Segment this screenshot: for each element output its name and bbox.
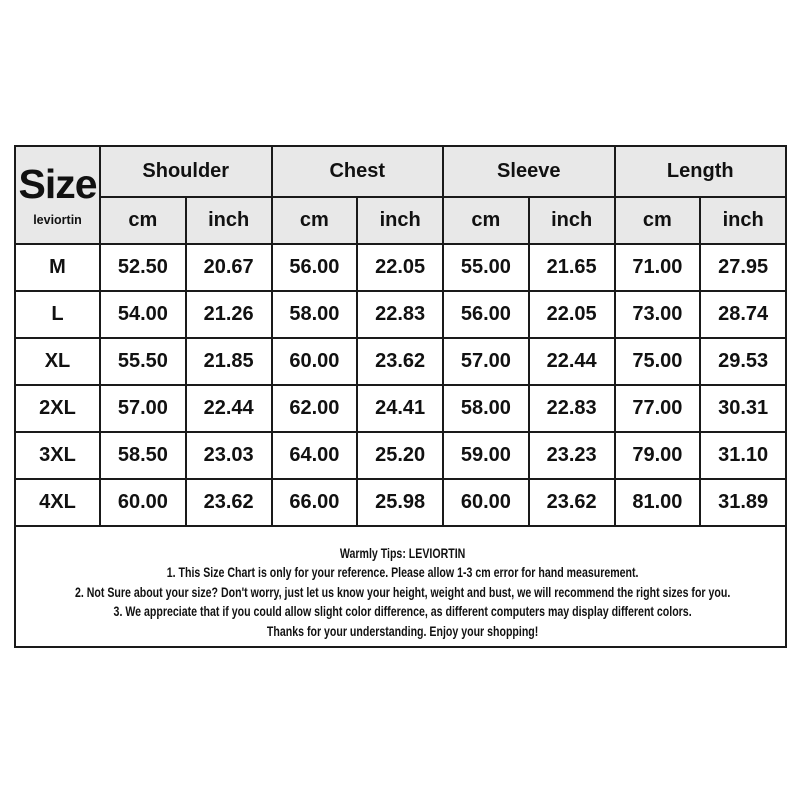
value-cell: 71.00 (615, 244, 701, 291)
table-row-3xl (15, 432, 786, 479)
unit-header-shoulder-inch: inch (186, 197, 272, 244)
tips-line-2: 2. Not Sure about your size? Don't worry, just let us know your height, weight and bust, we will recommend the right sizes for you. (74, 584, 731, 600)
value-cell: 77.00 (615, 385, 701, 432)
size-chart-table (14, 145, 787, 648)
value-cell: 22.44 (186, 385, 272, 432)
size-label-cell: XL (15, 338, 100, 385)
unit-header-sleeve-cm: cm (443, 197, 529, 244)
table-row-m (15, 244, 786, 291)
value-cell: 23.62 (529, 479, 615, 526)
unit-header-chest-inch: inch (357, 197, 443, 244)
value-cell: 22.05 (529, 291, 615, 338)
value-cell: 23.23 (529, 432, 615, 479)
tips-line-1: 1. This Size Chart is only for your reference. Please allow 1-3 cm error for hand measurement. (166, 565, 639, 581)
tips-text-block (16, 532, 785, 642)
value-cell: 24.41 (357, 385, 443, 432)
value-cell: 64.00 (272, 432, 358, 479)
tips-line-4: Thanks for your understanding. Enjoy your shopping! (266, 623, 539, 639)
value-cell: 21.26 (186, 291, 272, 338)
value-cell: 60.00 (443, 479, 529, 526)
table-row-l (15, 291, 786, 338)
size-label-cell: 4XL (15, 479, 100, 526)
table-row-xl (15, 338, 786, 385)
brand-label: leviortin (33, 212, 82, 227)
value-cell: 60.00 (272, 338, 358, 385)
column-group-shoulder: Shoulder (100, 146, 272, 197)
table-body (15, 244, 786, 526)
value-cell: 23.03 (186, 432, 272, 479)
table-footer (15, 526, 786, 647)
value-cell: 25.98 (357, 479, 443, 526)
value-cell: 31.89 (700, 479, 786, 526)
value-cell: 20.67 (186, 244, 272, 291)
unit-header-length-cm: cm (615, 197, 701, 244)
value-cell: 57.00 (100, 385, 186, 432)
table-row-2xl (15, 385, 786, 432)
unit-header-chest-cm: cm (272, 197, 358, 244)
value-cell: 22.83 (529, 385, 615, 432)
value-cell: 81.00 (615, 479, 701, 526)
value-cell: 29.53 (700, 338, 786, 385)
value-cell: 75.00 (615, 338, 701, 385)
value-cell: 66.00 (272, 479, 358, 526)
tips-line-3: 3. We appreciate that if you could allow slight color difference, as different computers may display different colors. (113, 604, 692, 620)
value-cell: 79.00 (615, 432, 701, 479)
value-cell: 23.62 (357, 338, 443, 385)
size-chart-content (14, 145, 787, 648)
value-cell: 58.00 (443, 385, 529, 432)
value-cell: 57.00 (443, 338, 529, 385)
value-cell: 55.50 (100, 338, 186, 385)
value-cell: 54.00 (100, 291, 186, 338)
value-cell: 22.83 (357, 291, 443, 338)
tips-section (15, 526, 786, 647)
size-label-cell: M (15, 244, 100, 291)
value-cell: 27.95 (700, 244, 786, 291)
value-cell: 21.85 (186, 338, 272, 385)
group-header-row (15, 146, 786, 197)
size-label-cell: 3XL (15, 432, 100, 479)
table-header (15, 146, 786, 244)
value-cell: 22.05 (357, 244, 443, 291)
value-cell: 56.00 (272, 244, 358, 291)
value-cell: 23.62 (186, 479, 272, 526)
unit-header-sleeve-inch: inch (529, 197, 615, 244)
tips-title: Warmly Tips: LEVIORTIN (339, 545, 466, 561)
value-cell: 73.00 (615, 291, 701, 338)
column-group-chest: Chest (272, 146, 444, 197)
value-cell: 22.44 (529, 338, 615, 385)
value-cell: 55.00 (443, 244, 529, 291)
column-group-sleeve: Sleeve (443, 146, 615, 197)
value-cell: 58.50 (100, 432, 186, 479)
size-label-cell: 2XL (15, 385, 100, 432)
unit-header-row (15, 197, 786, 244)
value-cell: 30.31 (700, 385, 786, 432)
value-cell: 58.00 (272, 291, 358, 338)
value-cell: 31.10 (700, 432, 786, 479)
value-cell: 25.20 (357, 432, 443, 479)
value-cell: 56.00 (443, 291, 529, 338)
tips-row (15, 526, 786, 647)
value-cell: 21.65 (529, 244, 615, 291)
size-title: Size (18, 160, 97, 207)
value-cell: 52.50 (100, 244, 186, 291)
unit-header-shoulder-cm: cm (100, 197, 186, 244)
value-cell: 60.00 (100, 479, 186, 526)
table-row-4xl (15, 479, 786, 526)
size-header-cell (15, 146, 100, 244)
value-cell: 62.00 (272, 385, 358, 432)
value-cell: 59.00 (443, 432, 529, 479)
size-label-cell: L (15, 291, 100, 338)
unit-header-length-inch: inch (700, 197, 786, 244)
column-group-length: Length (615, 146, 787, 197)
value-cell: 28.74 (700, 291, 786, 338)
